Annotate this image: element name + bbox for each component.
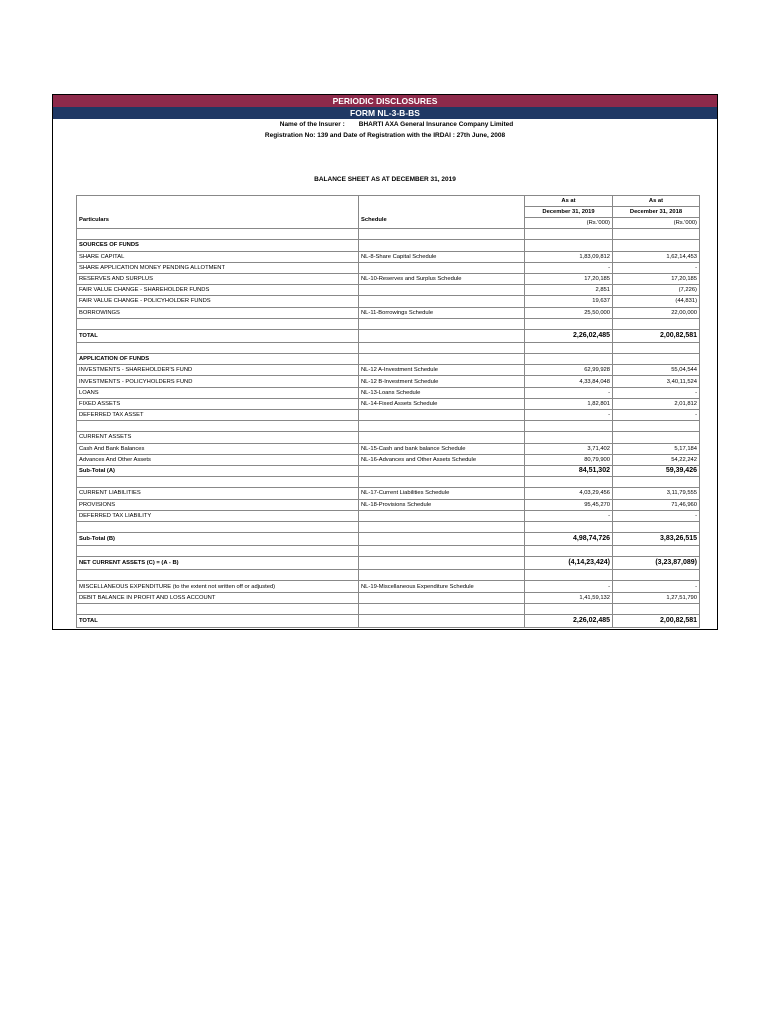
row-value-2018: - xyxy=(613,581,700,592)
table-row xyxy=(77,285,700,296)
row-value-2019: 25,50,000 xyxy=(525,307,613,318)
row-schedule: NL-15-Cash and bank balance Schedule xyxy=(359,443,525,454)
table-row xyxy=(77,443,700,454)
table-row xyxy=(77,365,700,376)
col-schedule: Schedule xyxy=(359,196,525,229)
row-value-2018: - xyxy=(613,410,700,421)
table-row xyxy=(77,354,700,365)
table-row xyxy=(77,240,700,251)
row-value-2019: 1,82,801 xyxy=(525,398,613,409)
table-row xyxy=(77,376,700,387)
col2-date: December 31, 2018 xyxy=(613,207,700,218)
row-value-2019: 2,26,02,485 xyxy=(525,615,613,628)
row-schedule: NL-19-Miscellaneous Expenditure Schedule xyxy=(359,581,525,592)
row-value-2019: - xyxy=(525,387,613,398)
row-value-2018: (3,23,87,089) xyxy=(613,557,700,570)
row-schedule: NL-8-Share Capital Schedule xyxy=(359,251,525,262)
col2-unit: (Rs.'000) xyxy=(613,218,700,229)
row-label: PROVISIONS xyxy=(77,499,359,510)
row-value-2018: 2,01,812 xyxy=(613,398,700,409)
row-label: CURRENT LIABILITIES xyxy=(77,488,359,499)
insurer-line xyxy=(53,119,717,130)
row-value-2019: 80,79,900 xyxy=(525,454,613,465)
row-label: Sub-Total (A) xyxy=(77,465,359,476)
insurer-label: Name of the Insurer : xyxy=(279,121,345,128)
row-value-2019: 4,33,84,048 xyxy=(525,376,613,387)
row-value-2018: 2,00,82,581 xyxy=(613,615,700,628)
row-value-2018: 17,20,185 xyxy=(613,273,700,284)
col2-top: As at xyxy=(613,196,700,207)
current-assets-heading: CURRENT ASSETS xyxy=(77,432,359,443)
row-value-2018: 3,83,26,515 xyxy=(613,533,700,546)
col1-top: As at xyxy=(525,196,613,207)
registration-line: Registration No: 139 and Date of Registration with the IRDAI : 27th June, 2008 xyxy=(264,132,506,139)
table-row xyxy=(77,410,700,421)
header-row xyxy=(77,196,700,207)
row-value-2018: 55,04,544 xyxy=(613,365,700,376)
row-value-2018: 3,40,11,524 xyxy=(613,376,700,387)
balance-sheet-form xyxy=(52,94,718,630)
row-label: MISCELLANEOUS EXPENDITURE (to the extent not written off or adjusted) xyxy=(77,581,359,592)
row-value-2018: (44,831) xyxy=(613,296,700,307)
row-label: DEFERRED TAX LIABILITY xyxy=(77,510,359,521)
row-label: FAIR VALUE CHANGE - POLICYHOLDER FUNDS xyxy=(77,296,359,307)
form-number: FORM NL-3-B-BS xyxy=(53,107,717,119)
row-value-2019: 1,83,09,812 xyxy=(525,251,613,262)
row-schedule: NL-18-Provisions Schedule xyxy=(359,499,525,510)
table-row xyxy=(77,521,700,532)
table-row xyxy=(77,342,700,353)
row-schedule: NL-14-Fixed Assets Schedule xyxy=(359,398,525,409)
row-label: DEFERRED TAX ASSET xyxy=(77,410,359,421)
row-label: DEBIT BALANCE IN PROFIT AND LOSS ACCOUNT xyxy=(77,592,359,603)
col1-date: December 31, 2019 xyxy=(525,207,613,218)
row-value-2018: - xyxy=(613,262,700,273)
table-row xyxy=(77,581,700,592)
row-schedule: NL-17-Current Liabilities Schedule xyxy=(359,488,525,499)
row-value-2019: - xyxy=(525,510,613,521)
table-row xyxy=(77,251,700,262)
table-row xyxy=(77,307,700,318)
row-value-2018: 3,11,79,555 xyxy=(613,488,700,499)
row-value-2019: 62,99,928 xyxy=(525,365,613,376)
table-row xyxy=(77,421,700,432)
insurer-name: BHARTI AXA General Insurance Company Limited xyxy=(358,121,514,128)
row-label: Sub-Total (B) xyxy=(77,533,359,546)
sources-heading: SOURCES OF FUNDS xyxy=(77,240,359,251)
row-value-2018: 5,17,184 xyxy=(613,443,700,454)
row-label: FIXED ASSETS xyxy=(77,398,359,409)
row-value-2018: - xyxy=(613,510,700,521)
row-value-2018: 71,46,960 xyxy=(613,499,700,510)
row-value-2019: 19,637 xyxy=(525,296,613,307)
row-value-2019: 3,71,402 xyxy=(525,443,613,454)
row-label: SHARE APPLICATION MONEY PENDING ALLOTMENT xyxy=(77,262,359,273)
row-label: FAIR VALUE CHANGE - SHAREHOLDER FUNDS xyxy=(77,285,359,296)
table-row xyxy=(77,318,700,329)
row-value-2018: - xyxy=(613,387,700,398)
row-value-2019: 2,26,02,485 xyxy=(525,329,613,342)
table-row xyxy=(77,570,700,581)
table-row xyxy=(77,510,700,521)
row-label: SHARE CAPITAL xyxy=(77,251,359,262)
row-value-2019: - xyxy=(525,262,613,273)
row-label: LOANS xyxy=(77,387,359,398)
row-schedule: NL-10-Reserves and Surplus Schedule xyxy=(359,273,525,284)
col1-unit: (Rs.'000) xyxy=(525,218,613,229)
table-row xyxy=(77,477,700,488)
balance-sheet-table xyxy=(76,195,700,628)
row-schedule: NL-16-Advances and Other Assets Schedule xyxy=(359,454,525,465)
table-row xyxy=(77,398,700,409)
row-schedule: NL-13-Loans Schedule xyxy=(359,387,525,398)
row-label: Cash And Bank Balances xyxy=(77,443,359,454)
row-label: BORROWINGS xyxy=(77,307,359,318)
subtotal-row xyxy=(77,533,700,546)
row-label: NET CURRENT ASSETS (C) = (A - B) xyxy=(77,557,359,570)
col-particulars: Particulars xyxy=(77,196,359,229)
row-schedule: NL-11-Borrowings Schedule xyxy=(359,307,525,318)
table-row xyxy=(77,488,700,499)
row-value-2019: 4,98,74,726 xyxy=(525,533,613,546)
table-row xyxy=(77,499,700,510)
table-row xyxy=(77,296,700,307)
row-value-2019: 17,20,185 xyxy=(525,273,613,284)
table-row xyxy=(77,262,700,273)
row-value-2018: (7,226) xyxy=(613,285,700,296)
disclosure-title: PERIODIC DISCLOSURES xyxy=(53,95,717,107)
total-row xyxy=(77,615,700,628)
table-row xyxy=(77,454,700,465)
table-row xyxy=(77,432,700,443)
row-value-2019: 1,41,59,132 xyxy=(525,592,613,603)
row-value-2018: 59,39,426 xyxy=(613,465,700,476)
row-schedule: NL-12 B-Investment Schedule xyxy=(359,376,525,387)
row-label: INVESTMENTS - POLICYHOLDERS FUND xyxy=(77,376,359,387)
table-row xyxy=(77,387,700,398)
row-value-2019: 95,45,270 xyxy=(525,499,613,510)
table-row xyxy=(77,592,700,603)
subtotal-row xyxy=(77,465,700,476)
row-value-2019: (4,14,23,424) xyxy=(525,557,613,570)
net-current-row xyxy=(77,557,700,570)
row-value-2018: 1,27,51,790 xyxy=(613,592,700,603)
table-row xyxy=(77,603,700,614)
row-label: RESERVES AND SURPLUS xyxy=(77,273,359,284)
row-value-2019: 4,03,29,456 xyxy=(525,488,613,499)
row-value-2019: - xyxy=(525,581,613,592)
row-label: INVESTMENTS - SHAREHOLDER'S FUND xyxy=(77,365,359,376)
row-value-2018: 22,00,000 xyxy=(613,307,700,318)
total-row xyxy=(77,329,700,342)
table-row xyxy=(77,273,700,284)
sheet-title: BALANCE SHEET AS AT DECEMBER 31, 2019 xyxy=(314,176,456,183)
row-value-2018: 54,22,242 xyxy=(613,454,700,465)
row-value-2018: 2,00,82,581 xyxy=(613,329,700,342)
row-label: Advances And Other Assets xyxy=(77,454,359,465)
row-value-2018: 1,62,14,453 xyxy=(613,251,700,262)
row-label: TOTAL xyxy=(77,615,359,628)
table-row xyxy=(77,229,700,240)
row-label: TOTAL xyxy=(77,329,359,342)
row-value-2019: 84,51,302 xyxy=(525,465,613,476)
row-value-2019: - xyxy=(525,410,613,421)
table-row xyxy=(77,546,700,557)
application-heading: APPLICATION OF FUNDS xyxy=(77,354,359,365)
row-schedule: NL-12 A-Investment Schedule xyxy=(359,365,525,376)
row-value-2019: 2,851 xyxy=(525,285,613,296)
